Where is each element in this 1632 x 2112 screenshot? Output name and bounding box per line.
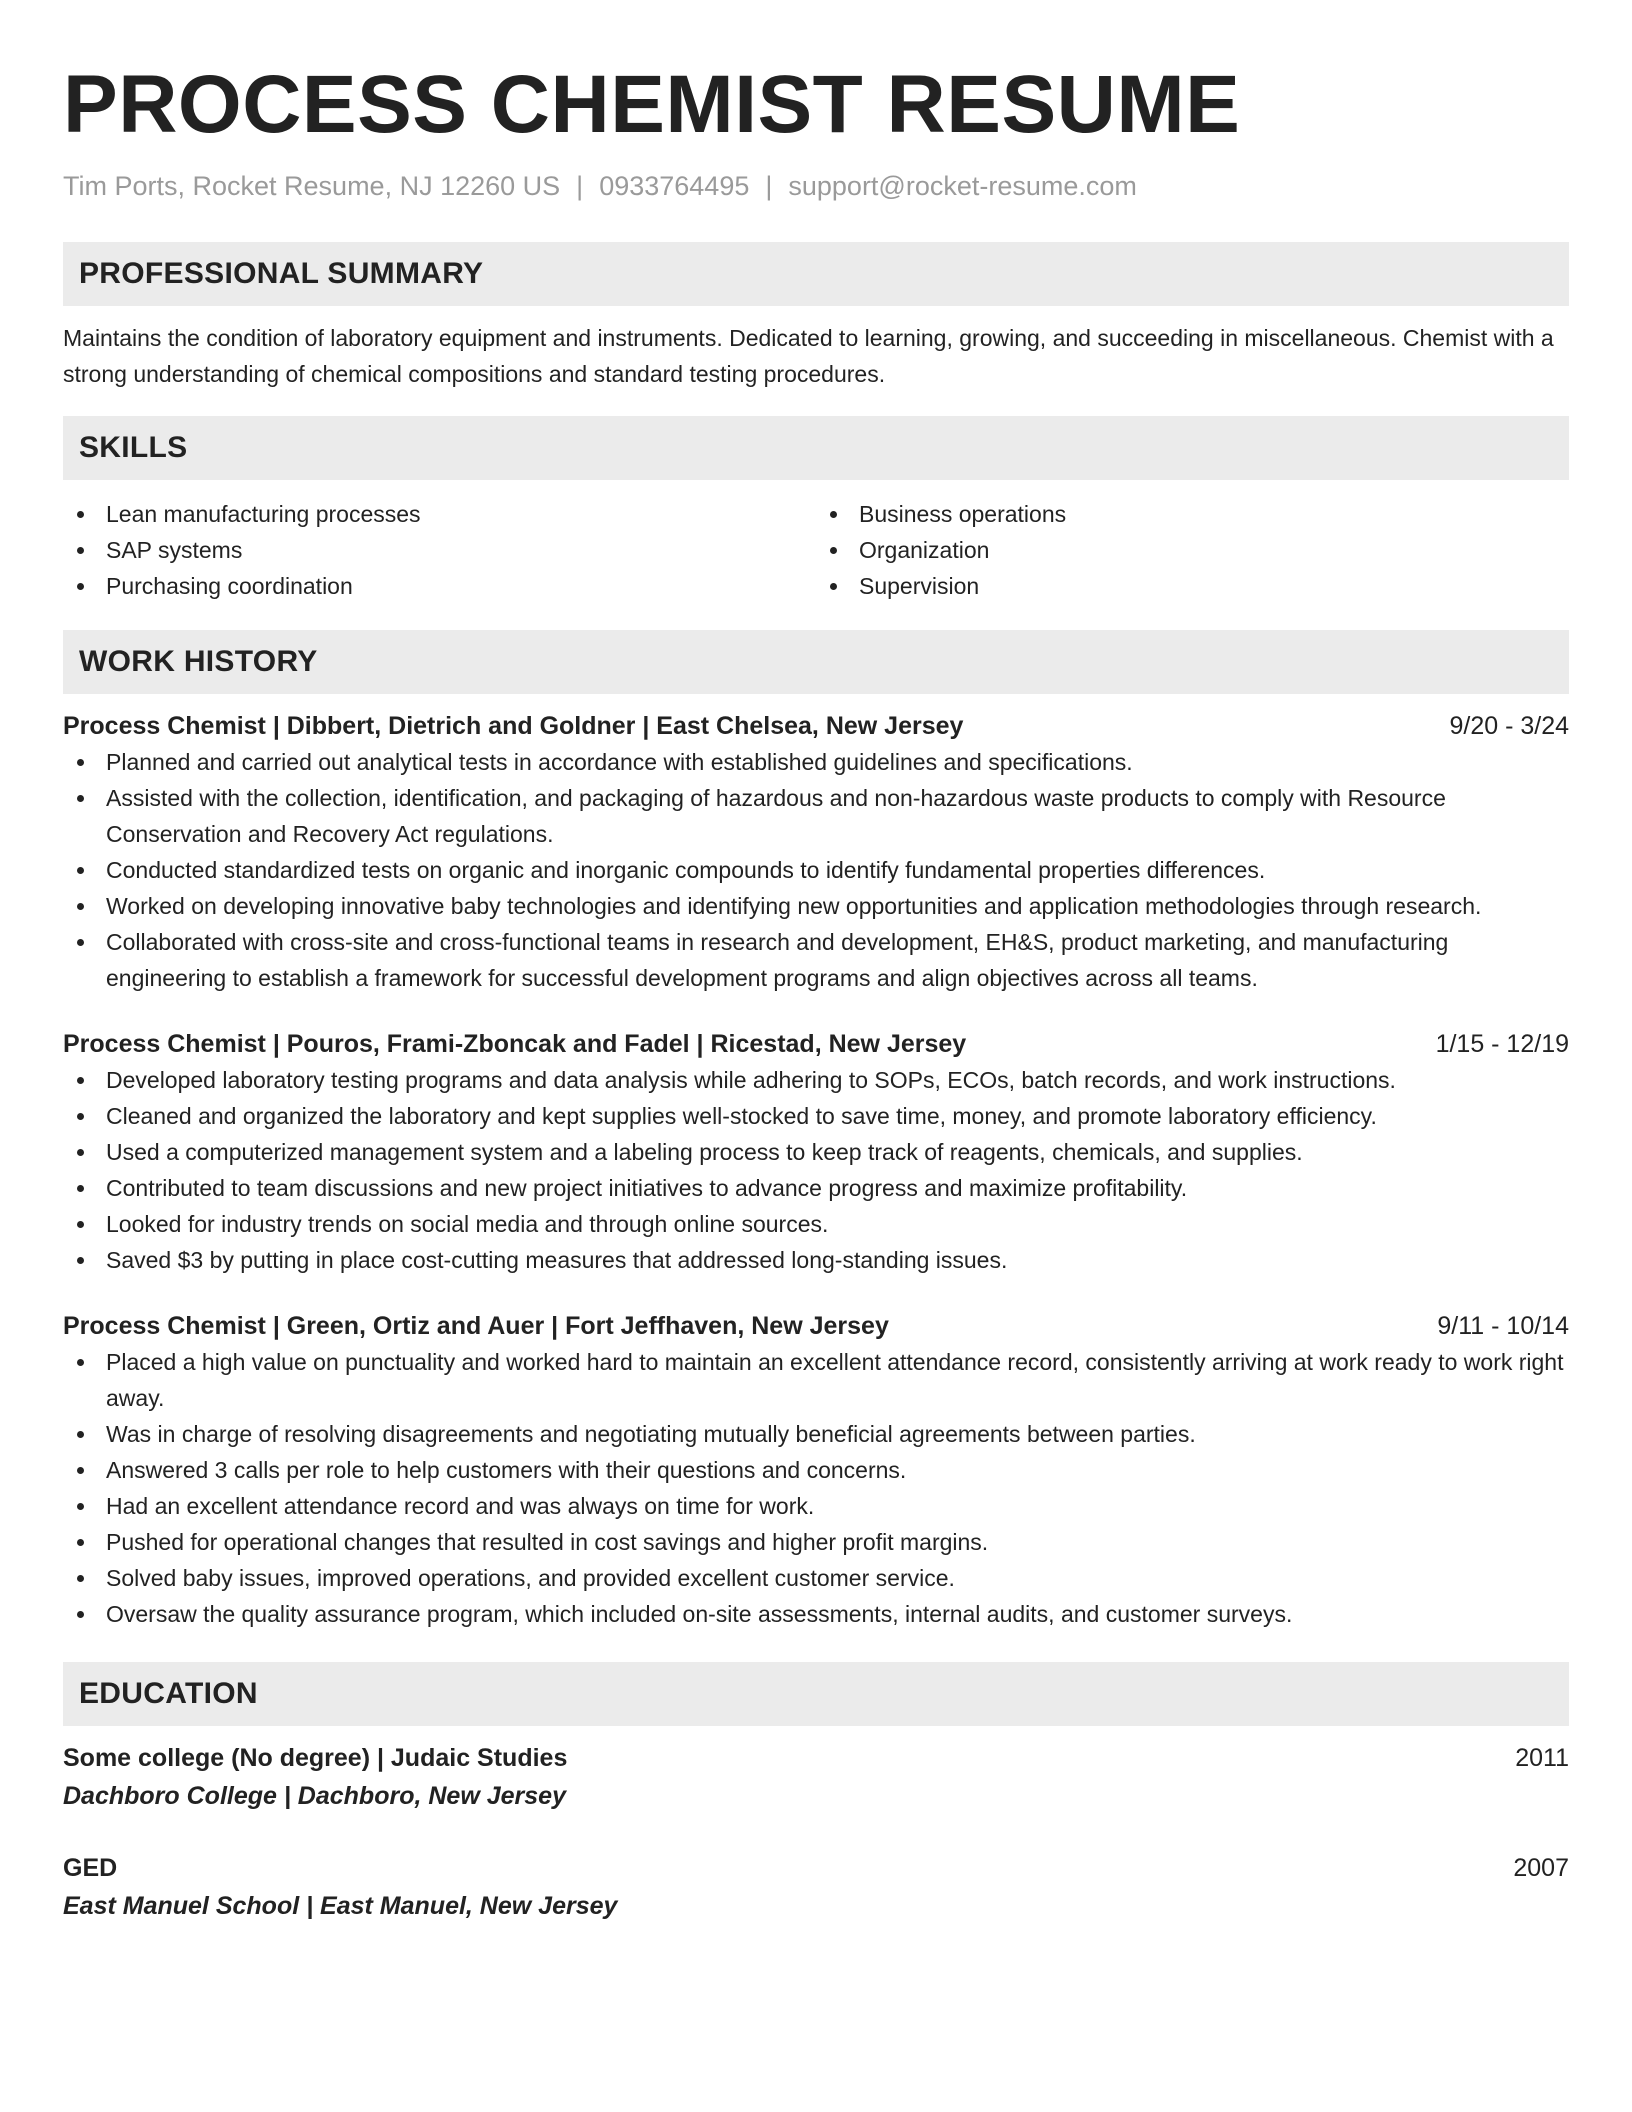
education-year: 2011 <box>1515 1744 1569 1772</box>
contact-email: support@rocket-resume.com <box>788 171 1137 201</box>
job-dates: 9/11 - 10/14 <box>1437 1312 1569 1340</box>
education-header <box>63 1740 1569 1776</box>
contact-line <box>63 168 1569 204</box>
job-entry <box>63 708 1569 996</box>
job-bullets <box>63 1344 1569 1632</box>
job-bullet: Collaborated with cross-site and cross-functional teams in research and development, EH&S, product marketing, and manufacturing engineering to establish a framework for successful development programs and align objectives across all teams. <box>63 924 1569 996</box>
job-bullet: Looked for industry trends on social media and through online sources. <box>63 1206 1569 1242</box>
education-header <box>63 1850 1569 1886</box>
skill-item: Lean manufacturing processes <box>63 496 816 532</box>
job-header <box>63 708 1569 744</box>
job-bullet: Pushed for operational changes that resulted in cost savings and higher profit margins. <box>63 1524 1569 1560</box>
education-entry <box>63 1850 1569 1926</box>
job-bullet: Was in charge of resolving disagreements and negotiating mutually beneficial agreements between parties. <box>63 1416 1569 1452</box>
skill-item: Business operations <box>816 496 1569 532</box>
education-school: East Manuel School | East Manuel, New Jersey <box>63 1892 618 1920</box>
skill-item: Purchasing coordination <box>63 568 816 604</box>
work-history-heading: WORK HISTORY <box>63 630 1569 694</box>
job-title: Process Chemist | Green, Ortiz and Auer | Fort Jeffhaven, New Jersey <box>63 1312 889 1340</box>
skills-column-left <box>63 496 816 604</box>
skills-right-list <box>816 496 1569 604</box>
education-degree: Some college (No degree) | Judaic Studies <box>63 1744 568 1772</box>
job-title: Process Chemist | Dibbert, Dietrich and Goldner | East Chelsea, New Jersey <box>63 712 964 740</box>
job-bullet: Saved $3 by putting in place cost-cutting measures that addressed long-standing issues. <box>63 1242 1569 1278</box>
job-dates: 9/20 - 3/24 <box>1449 712 1569 740</box>
job-bullet: Cleaned and organized the laboratory and kept supplies well-stocked to save time, money, and promote laboratory efficiency. <box>63 1098 1569 1134</box>
education-year: 2007 <box>1513 1854 1569 1882</box>
job-bullet: Contributed to team discussions and new project initiatives to advance progress and maximize profitability. <box>63 1170 1569 1206</box>
job-bullet: Worked on developing innovative baby technologies and identifying new opportunities and application methodologies through research. <box>63 888 1569 924</box>
contact-address: Tim Ports, Rocket Resume, NJ 12260 US <box>63 171 561 201</box>
education-heading: EDUCATION <box>63 1662 1569 1726</box>
skills-left-list <box>63 496 816 604</box>
job-bullet: Placed a high value on punctuality and worked hard to maintain an excellent attendance record, consistently arriving at work ready to work right away. <box>63 1344 1569 1416</box>
job-bullet: Answered 3 calls per role to help customers with their questions and concerns. <box>63 1452 1569 1488</box>
skills-list <box>63 496 1569 604</box>
resume-title: PROCESS CHEMIST RESUME <box>63 59 1241 150</box>
skill-item: Supervision <box>816 568 1569 604</box>
job-bullet: Used a computerized management system and a labeling process to keep track of reagents, chemicals, and supplies. <box>63 1134 1569 1170</box>
job-bullet: Assisted with the collection, identification, and packaging of hazardous and non-hazardous waste products to comply with Resource Conservation and Recovery Act regulations. <box>63 780 1569 852</box>
summary-text: Maintains the condition of laboratory equipment and instruments. Dedicated to learning, growing, and succeeding in miscellaneous. Chemist with a strong understanding of chemical compositions and standard testing procedures. <box>63 325 1554 387</box>
contact-separator: | <box>576 171 584 201</box>
skill-item: Organization <box>816 532 1569 568</box>
summary-heading: PROFESSIONAL SUMMARY <box>63 242 1569 306</box>
job-bullet: Planned and carried out analytical tests in accordance with established guidelines and specifications. <box>63 744 1569 780</box>
education-entry <box>63 1740 1569 1816</box>
contact-phone: 0933764495 <box>599 171 750 201</box>
job-bullets <box>63 744 1569 996</box>
skills-column-right <box>816 496 1569 604</box>
job-dates: 1/15 - 12/19 <box>1435 1030 1569 1058</box>
job-header <box>63 1308 1569 1344</box>
education-degree: GED <box>63 1854 118 1882</box>
education-school: Dachboro College | Dachboro, New Jersey <box>63 1782 566 1810</box>
skill-item: SAP systems <box>63 532 816 568</box>
job-entry <box>63 1308 1569 1632</box>
job-entry <box>63 1026 1569 1278</box>
skills-heading: SKILLS <box>63 416 1569 480</box>
job-bullet: Conducted standardized tests on organic and inorganic compounds to identify fundamental properties differences. <box>63 852 1569 888</box>
job-bullet: Had an excellent attendance record and was always on time for work. <box>63 1488 1569 1524</box>
job-bullet: Solved baby issues, improved operations, and provided excellent customer service. <box>63 1560 1569 1596</box>
contact-separator: | <box>765 171 773 201</box>
job-title: Process Chemist | Pouros, Frami-Zboncak and Fadel | Ricestad, New Jersey <box>63 1030 967 1058</box>
job-bullets <box>63 1062 1569 1278</box>
job-bullet: Oversaw the quality assurance program, which included on-site assessments, internal audits, and customer surveys. <box>63 1596 1569 1632</box>
job-header <box>63 1026 1569 1062</box>
job-bullet: Developed laboratory testing programs and data analysis while adhering to SOPs, ECOs, batch records, and work instructions. <box>63 1062 1569 1098</box>
